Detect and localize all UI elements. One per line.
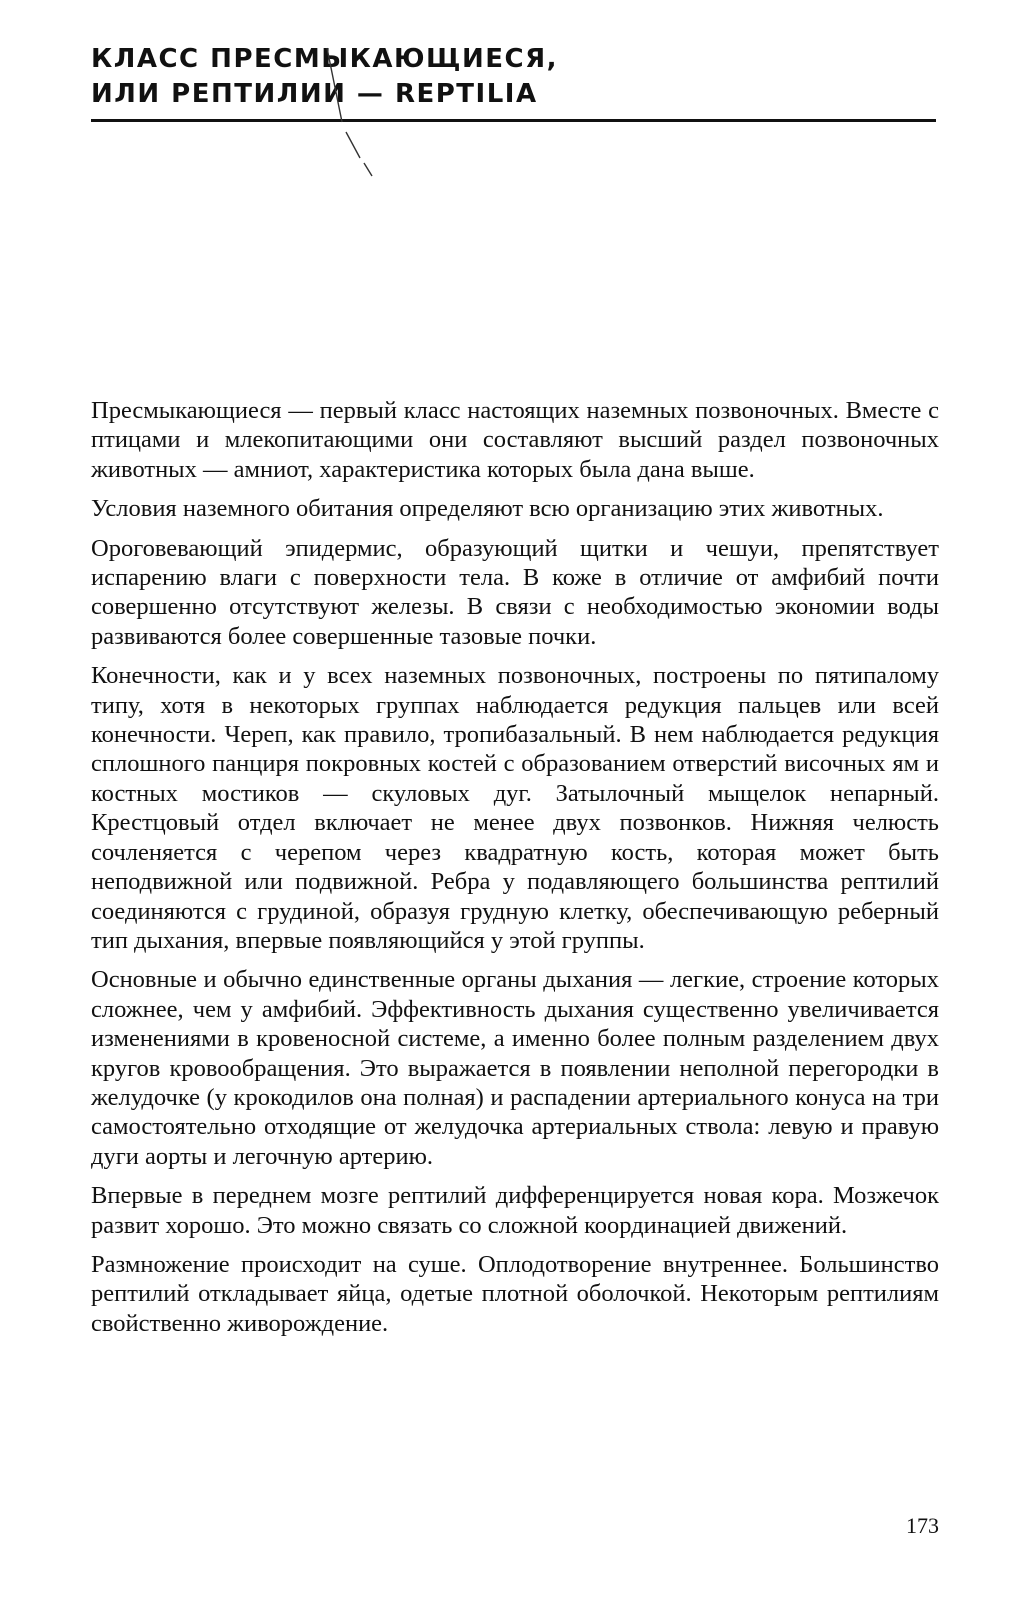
paragraph-4: Конечности, как и у всех наземных позвоночных, построены по пятипалому типу, хотя в некоторых группах наблюдается редукция пальцев или всей конечности. Череп, как правило, тропибазальный. В нем наблюдается редукция сплошного панциря покровных костей с образованием отверстий височных ям и костных мостиков — скуловых дуг. Затылочный мыщелок непарный. Крестцовый отдел включает не менее двух позвонков. Нижняя челюсть сочленяется с черепом через квадратную кость, которая может быть неподвижной или подвижной. Ребра у подавляющего большинства рептилий соединяются с грудиной, образуя грудную клетку, обеспечивающую реберный тип дыхания, впервые появляющийся у этой группы.: [91, 662, 939, 954]
paragraph-1: Пресмыкающиеся — первый класс настоящих наземных позвоночных. Вместе с птицами и млекопитающими они составляют высший раздел позвоночных животных — амниот, характеристика которых была дана выше.: [91, 397, 939, 483]
paragraph-5: Основные и обычно единственные органы дыхания — легкие, строение которых сложнее, чем у амфибий. Эффективность дыхания существенно увеличивается изменениями в кровеносной системе, а именно более полным разделением двух кругов кровообращения. Это выражается в появлении неполной перегородки в желудочке (у крокодилов она полная) и распадении артериального конуса на три самостоятельно отходящие от желудочка артериальных ствола: левую и правую дуги аорты и легочную артерию.: [91, 966, 939, 1170]
paragraph-2: Условия наземного обитания определяют всю организацию этих животных.: [91, 495, 884, 523]
chapter-heading-line-1: КЛАСС ПРЕСМЫКАЮЩИЕСЯ,: [91, 44, 559, 74]
body-text: [91, 396, 939, 1338]
paragraph-3: Ороговевающий эпидермис, образующий щитки и чешуи, препятствует испарению влаги с поверхности тела. В коже в отличие от амфибий почти совершенно отсутствуют железы. В связи с необходимостью экономии воды развиваются более совершенные тазовые почки.: [91, 534, 939, 650]
pencil-mark: [0, 0, 1014, 200]
paragraph-7: Размножение происходит на суше. Оплодотворение внутреннее. Большинство рептилий откладывает яйца, одетые плотной оболочкой. Некоторым рептилиям свойственно живорождение.: [91, 1250, 939, 1337]
chapter-heading-line-2: ИЛИ РЕПТИЛИИ — REPTILIA: [91, 79, 538, 109]
page-number: 173: [906, 1513, 939, 1538]
paragraph-6: Впервые в переднем мозге рептилий дифференцируется новая кора. Мозжечок развит хорошо. Это можно связать со сложной координацией движений.: [91, 1182, 939, 1239]
